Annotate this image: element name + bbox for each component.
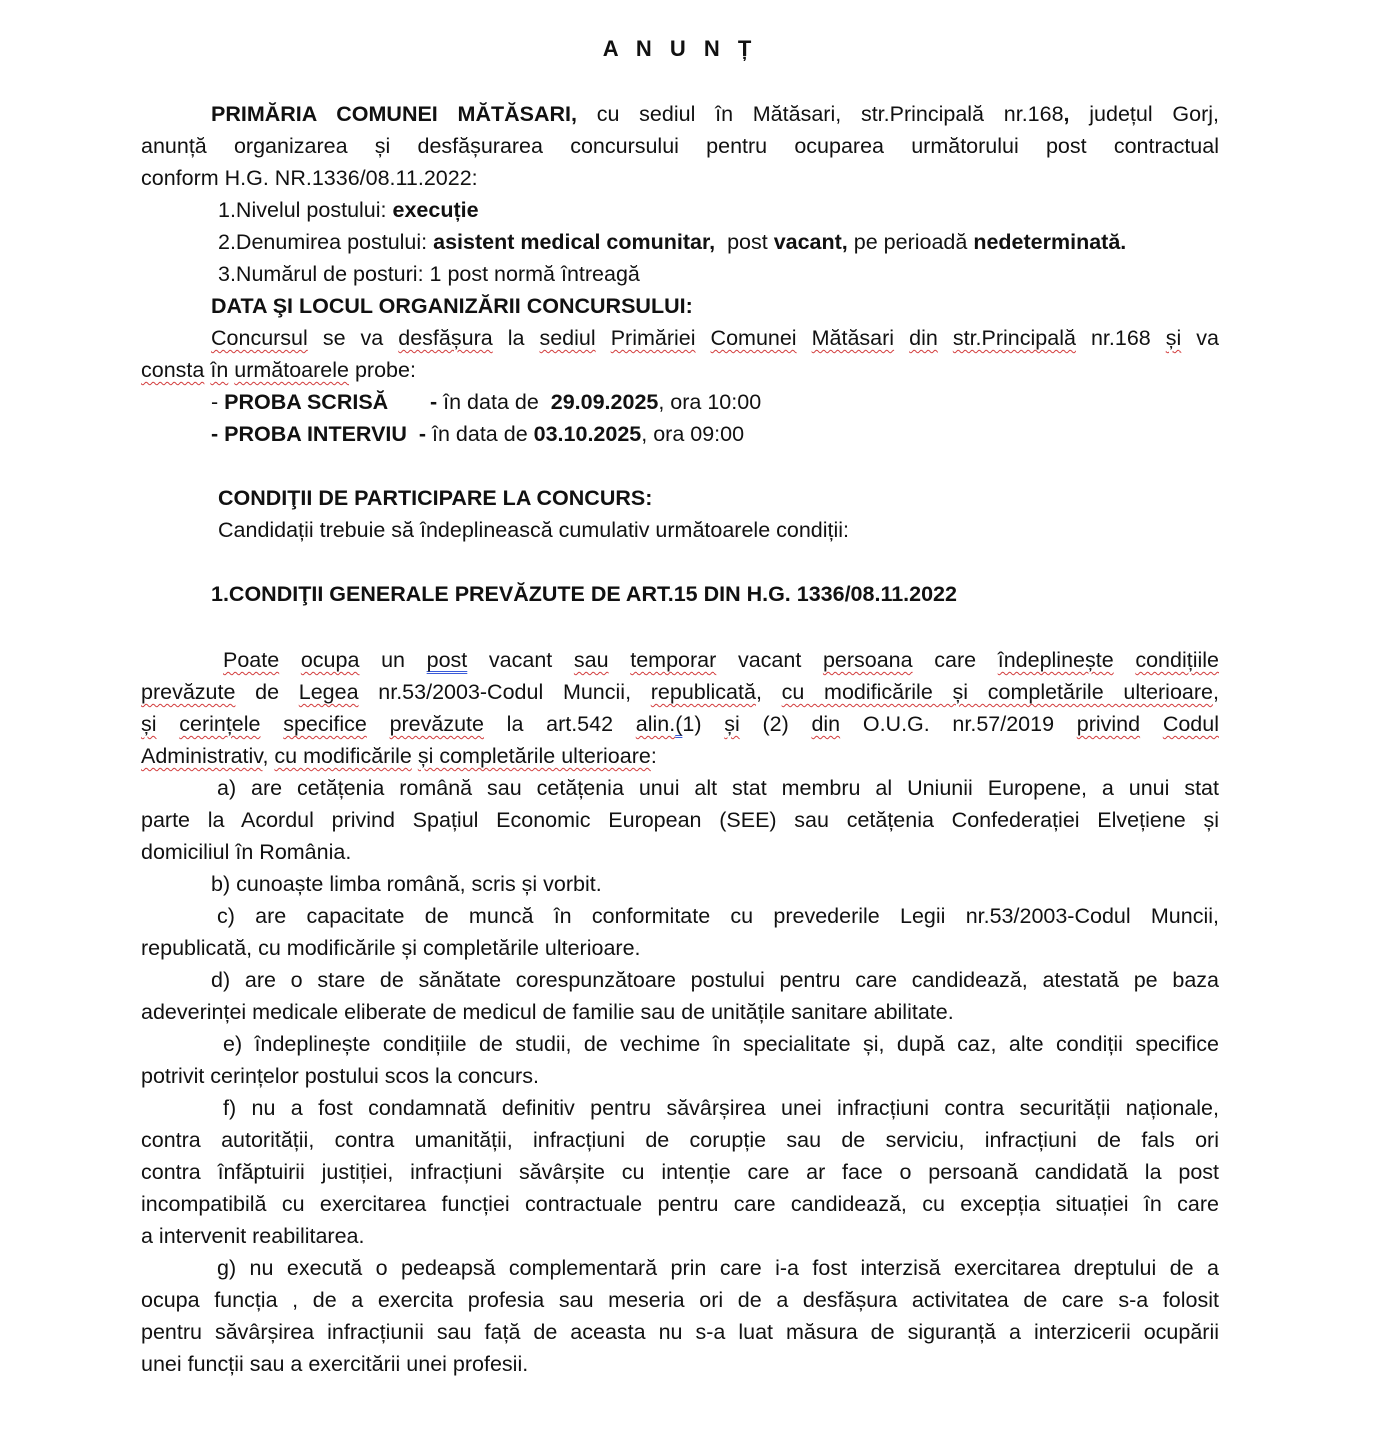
condition-item-a-line-3: domiciliul în România.	[141, 840, 352, 864]
condition-item-g-line-3: pentru săvârșirea infracțiunii sau față de aceasta nu s-a luat măsura de siguranță a interzicerii ocupării	[141, 1320, 1219, 1344]
condition-item-c-line-1: c) are capacitate de muncă în conformitate cu prevederile Legii nr.53/2003-Codul Muncii,	[217, 904, 1219, 928]
condition-item-f-line-5: a intervenit reabilitarea.	[141, 1224, 365, 1248]
conditions-subheading: Candidații trebuie să îndeplinească cumulativ următoarele condiții:	[218, 518, 850, 542]
condition-item-d-line-1: d) are o stare de sănătate corespunzătoare postului pentru care candidează, atestată pe baza	[211, 968, 1219, 992]
condition-item-a-line-2: parte la Acordul privind Spațiul Economic European (SEE) sau cetățenia Confederației Elvețiene și	[141, 808, 1219, 832]
intro-line-2: anunță organizarea și desfășurarea concursului pentru ocuparea următorului post contractual	[141, 134, 1219, 158]
organization-name: PRIMĂRIA COMUNEI MĂTĂSARI,	[211, 102, 577, 126]
test-written: - PROBA SCRISĂ - în data de 29.09.2025, ora 10:00	[211, 390, 762, 414]
general-conditions-heading: 1.CONDIŢII GENERALE PREVĂZUTE DE ART.15 DIN H.G. 1336/08.11.2022	[211, 582, 957, 606]
conditions-heading: CONDIŢII DE PARTICIPARE LA CONCURS:	[218, 486, 653, 510]
document-title: A N U N Ț	[602, 36, 758, 61]
condition-item-a-line-1: a) are cetățenia română sau cetățenia unui alt stat membru al Uniunii Europene, a unui stat	[217, 776, 1219, 800]
general-line-2: prevăzute de Legea nr.53/2003-Codul Muncii, republicată, cu modificările și completările ulterioare,	[141, 680, 1219, 704]
location-heading: DATA ŞI LOCUL ORGANIZĂRII CONCURSULUI:	[211, 294, 693, 318]
condition-item-f-line-3: contra înfăptuirii justiției, infracțiuni săvârșite cu intenție care ar face o persoană candidată la post	[141, 1160, 1219, 1184]
condition-item-b: b) cunoaște limba română, scris și vorbit.	[211, 872, 602, 896]
condition-item-e-line-1: e) îndeplinește condițiile de studii, de vechime în specialitate și, după caz, alte condiții specifice	[223, 1032, 1219, 1056]
general-line-4: Administrativ, cu modificările și completările ulterioare:	[141, 744, 657, 768]
condition-item-g-line-1: g) nu execută o pedeapsă complementară prin care i-a fost interzisă exercitarea dreptului de a	[217, 1256, 1219, 1280]
intro-line-3: conform H.G. NR.1336/08.11.2022:	[141, 166, 478, 190]
location-line-2: consta în următoarele probe:	[141, 358, 416, 382]
post-level: 1.Nivelul postului: execuție	[218, 198, 479, 222]
condition-item-c-line-2: republicată, cu modificările și completările ulterioare.	[141, 936, 641, 960]
post-count: 3.Numărul de posturi: 1 post normă întreagă	[218, 262, 640, 286]
condition-item-e-line-2: potrivit cerințelor postului scos la concurs.	[141, 1064, 539, 1088]
test-interview: - PROBA INTERVIU - în data de 03.10.2025, ora 09:00	[211, 422, 745, 446]
condition-item-g-line-2: ocupa funcția , de a exercita profesia sau meseria ori de a desfășura activitatea de care s-a folosit	[141, 1288, 1219, 1312]
condition-item-g-line-4: unei funcții sau a exercitării unei profesii.	[141, 1352, 529, 1376]
condition-item-f-line-4: incompatibilă cu exercitarea funcției contractuale pentru care candidează, cu excepția situației în care	[141, 1192, 1219, 1216]
condition-item-f-line-1: f) nu a fost condamnată definitiv pentru săvârșirea unei infracțiuni contra securității naționale,	[223, 1096, 1219, 1120]
location-line-1: Concursul se va desfășura la sediul Primăriei Comunei Mătăsari din str.Principală nr.168 și va	[211, 326, 1220, 350]
general-line-3: și cerințele specifice prevăzute la art.542 alin.(1) și (2) din O.U.G. nr.57/2019 privind Codul	[141, 712, 1219, 736]
condition-item-f-line-2: contra autorității, contra umanității, infracțiuni de corupție sau de serviciu, infracțiuni de fals ori	[141, 1128, 1219, 1152]
general-line-1: Poate ocupa un post vacant sau temporar vacant persoana care îndeplinește condițiile	[223, 648, 1219, 672]
condition-item-d-line-2: adeverinței medicale eliberate de medicul de familie sau de unitățile sanitare abilitate.	[141, 1000, 954, 1024]
post-name: 2.Denumirea postului: asistent medical comunitar, post vacant, pe perioadă nedeterminată.	[218, 230, 1127, 254]
intro-line-1: PRIMĂRIA COMUNEI MĂTĂSARI, cu sediul în Mătăsari, str.Principală nr.168, județul Gorj,	[211, 102, 1219, 126]
